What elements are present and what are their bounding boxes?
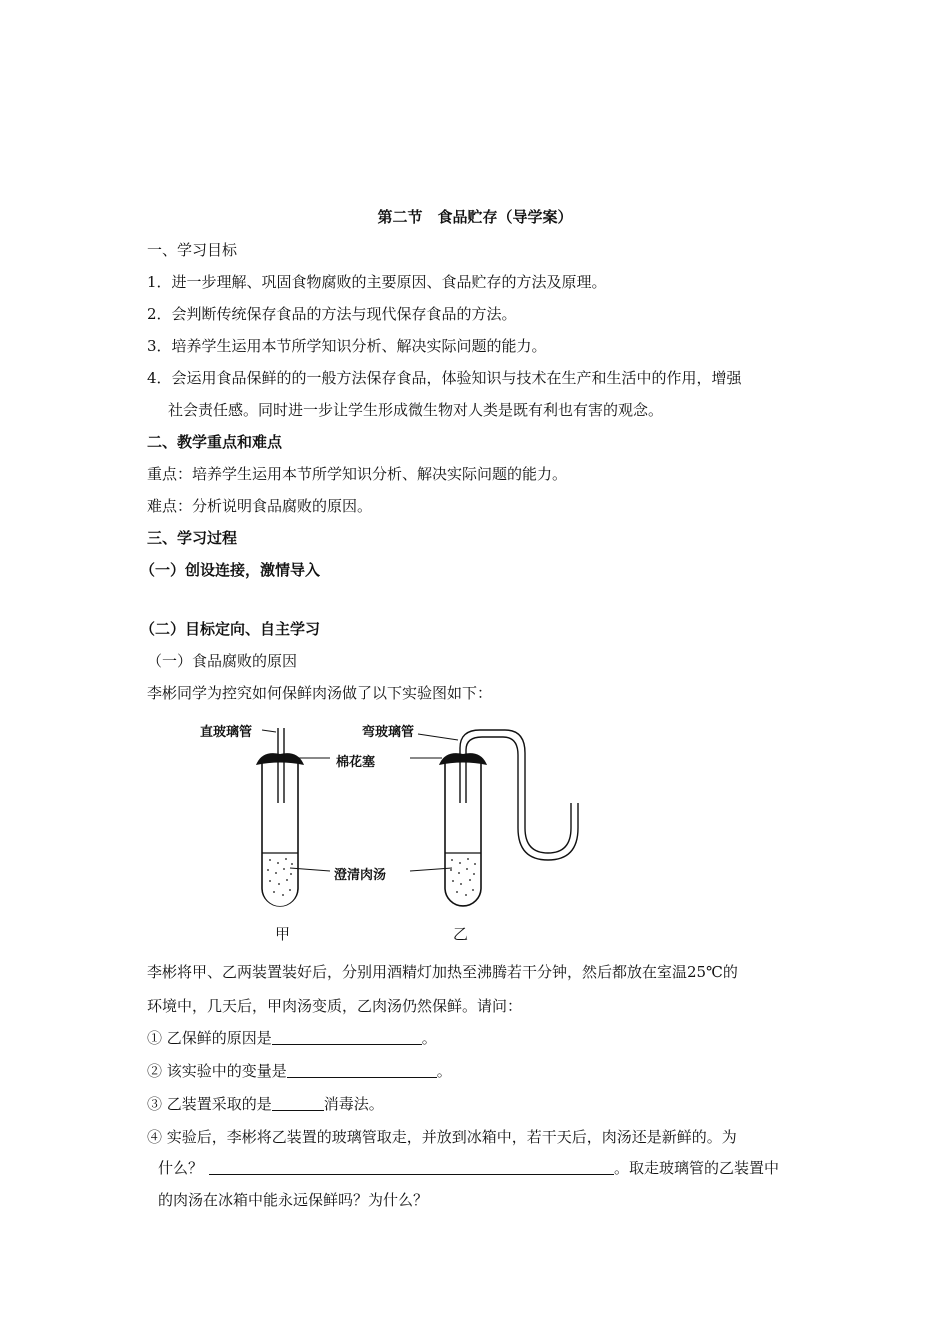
question-4: ④ 实验后，李彬将乙装置的玻璃管取走，并放到冰箱中，若干天后，肉汤还是新鲜的。为 <box>147 1128 737 1146</box>
question-1-end: 。 <box>421 1029 437 1047</box>
objective-item-1: 1．进一步理解、巩固食物腐败的主要原因、食品贮存的方法及原理。 <box>147 273 607 291</box>
answer-blank-2[interactable] <box>287 1062 437 1078</box>
question-1 <box>147 1028 437 1048</box>
question-1-text: ① 乙保鲜的原因是 <box>147 1029 272 1047</box>
page-title: 第二节 食品贮存（导学案） <box>377 208 573 226</box>
question-3 <box>147 1094 384 1114</box>
broth-dots-b <box>450 858 476 896</box>
question-2-text: ② 该实验中的变量是 <box>147 1062 287 1080</box>
experiment-paragraph-2: 环境中，几天后，甲肉汤变质，乙肉汤仍然保鲜。请问： <box>147 997 523 1015</box>
experiment-figure <box>190 718 610 948</box>
tube-b <box>445 763 481 906</box>
experiment-intro: 李彬同学为控究如何保鲜肉汤做了以下实验图如下： <box>147 684 493 702</box>
experiment-paragraph-1: 李彬将甲、乙两装置装好后，分别用酒精灯加热至沸腾若干分钟，然后都放在室温25℃的 <box>147 963 738 981</box>
label-tube-a: 甲 <box>275 925 291 943</box>
question-3-end: 消毒法。 <box>323 1095 384 1113</box>
answer-blank-4[interactable] <box>209 1159 614 1175</box>
objective-item-2: 2．会判断传统保存食品的方法与现代保存食品的方法。 <box>147 305 517 323</box>
label-clear-broth: 澄清肉汤 <box>334 868 387 883</box>
question-2 <box>147 1061 452 1081</box>
question-4-follow: 。取走玻璃管的乙装置中 <box>614 1159 780 1177</box>
key-point: 重点：培养学生运用本节所学知识分析、解决实际问题的能力。 <box>147 465 568 483</box>
objective-item-4-cont: 社会责任感。同时进一步让学生形成微生物对人类是既有利也有害的观念。 <box>168 401 664 419</box>
question-3-text: ③ 乙装置采取的是 <box>147 1095 272 1113</box>
objective-item-4: 4．会运用食品保鲜的的一般方法保存食品，体验知识与技术在生产和生活中的作用，增强 <box>147 369 742 387</box>
question-4-cont <box>158 1158 779 1178</box>
cotton-plug-b <box>439 753 487 765</box>
label-bent-tube: 弯玻璃管 <box>362 725 415 740</box>
process-part-1: （一）创设连接，激情导入 <box>140 561 321 579</box>
question-4-why: 什么？ <box>158 1159 204 1177</box>
label-tube-b: 乙 <box>453 925 469 943</box>
question-4-last: 的肉汤在冰箱中能永远保鲜吗？为什么？ <box>158 1191 429 1209</box>
bent-tube <box>460 730 578 860</box>
answer-blank-1[interactable] <box>272 1029 422 1045</box>
difficult-point: 难点：分析说明食品腐败的原因。 <box>147 497 373 515</box>
subsection-heading: （一）食品腐败的原因 <box>147 652 298 670</box>
label-cotton-plug: 棉花塞 <box>336 755 376 770</box>
answer-blank-3[interactable] <box>272 1095 324 1111</box>
experiment-diagram <box>190 718 610 948</box>
label-straight-tube: 直玻璃管 <box>200 725 253 740</box>
process-part-2: （二）目标定向、自主学习 <box>140 620 321 638</box>
question-2-end: 。 <box>436 1062 452 1080</box>
cotton-plug-a <box>256 753 304 765</box>
section-heading-process: 三、学习过程 <box>147 529 238 547</box>
objective-item-3: 3．培养学生运用本节所学知识分析、解决实际问题的能力。 <box>147 337 547 355</box>
broth-a <box>263 853 297 889</box>
section-heading-key-points: 二、教学重点和难点 <box>147 433 283 451</box>
section-heading-objectives: 一、学习目标 <box>147 241 238 259</box>
